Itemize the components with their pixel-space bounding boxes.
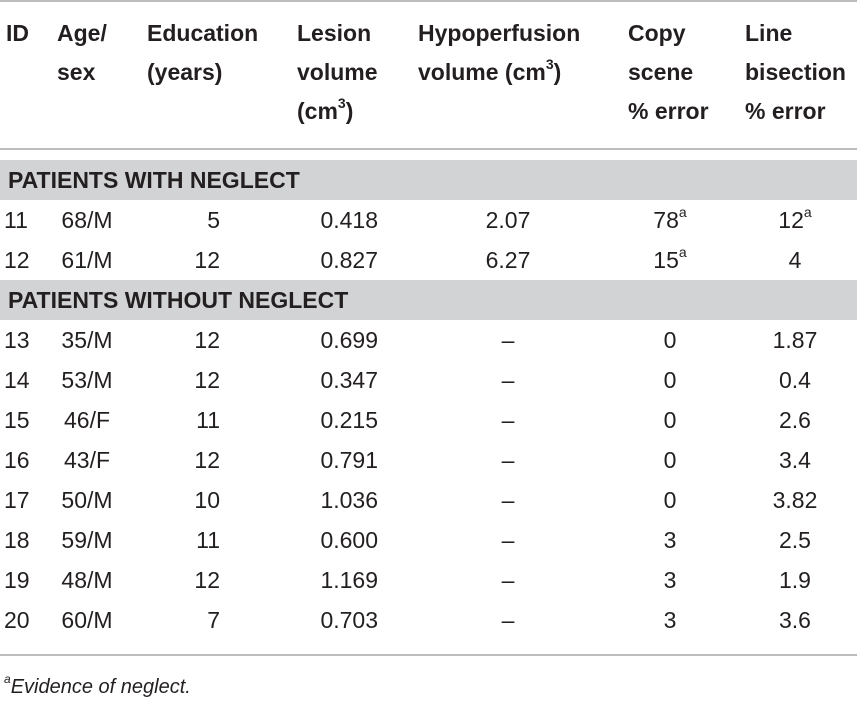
header-lesion-volume: Lesion volume $(cm^3)$ <box>297 20 378 124</box>
table-row: 11 68/M 5 0.418 2.07 78$^a$ 12$^a$ <box>4 204 812 233</box>
header-age-sex: Age/ sex <box>57 20 107 85</box>
header-hypoperfusion-volume: Hypoperfusion volume $(cm^3)$ <box>418 20 581 85</box>
section-title: PATIENTS WITH NEGLECT <box>8 167 300 193</box>
table-row: 13 35/M 12 0.699 – 0 1.87 <box>4 327 818 353</box>
bottom-rule <box>0 654 857 656</box>
table-row: 12 61/M 12 0.827 6.27 15$^a$ 4 <box>4 244 802 273</box>
table-row: 14 53/M 12 0.347 – 0 0.4 <box>4 367 811 393</box>
header-education: Education (years) <box>147 20 259 85</box>
table-row: 20 60/M 7 0.703 – 3 3.6 <box>4 607 811 633</box>
header-id: ID <box>6 20 29 46</box>
top-rule <box>0 0 857 2</box>
section-band <box>0 160 857 200</box>
table-row: 17 50/M 10 1.036 – 0 3.82 <box>4 487 818 513</box>
section-band <box>0 280 857 320</box>
header-rule <box>0 148 857 150</box>
table-row: 19 48/M 12 1.169 – 3 1.9 <box>4 567 811 593</box>
table-row: 18 59/M 11 0.600 – 3 2.5 <box>4 527 811 553</box>
header-copy-scene: Copy scene % error <box>628 20 709 124</box>
table-footnote: $^a$Evidence of neglect. <box>4 672 191 698</box>
table-row: 16 43/F 12 0.791 – 0 3.4 <box>4 447 811 473</box>
section-title: PATIENTS WITHOUT NEGLECT <box>8 287 349 313</box>
header-line-bisection: Line bisection % error <box>745 20 846 124</box>
table-row: 15 46/F 11 0.215 – 0 2.6 <box>4 407 811 433</box>
